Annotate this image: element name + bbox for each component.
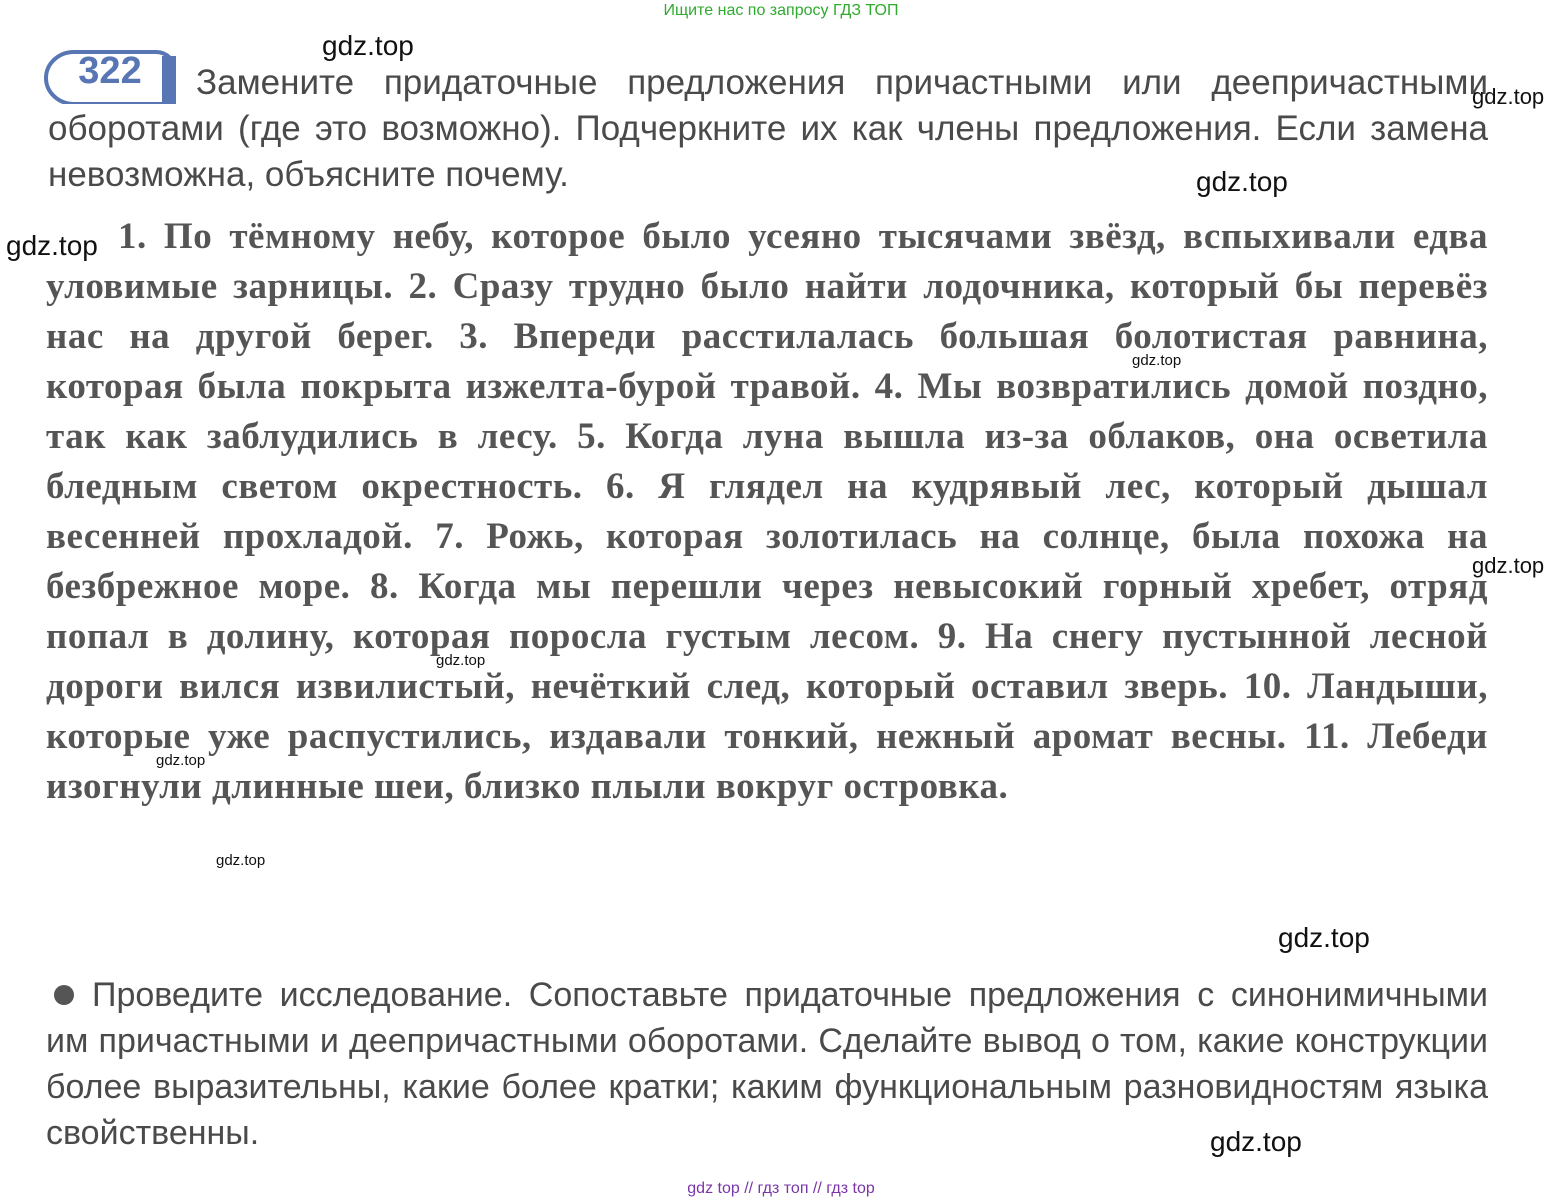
watermark: gdz.top bbox=[1132, 352, 1182, 369]
watermark: gdz.top bbox=[1210, 1126, 1302, 1157]
bullet-icon bbox=[54, 985, 74, 1005]
watermark: gdz.top bbox=[1196, 166, 1288, 197]
watermark: gdz.top bbox=[1472, 553, 1545, 578]
watermark: gdz.top bbox=[6, 230, 98, 261]
research-text: Проведите исследование. Сопоставьте придаточные предложения с синонимичными им причастными и деепричастными оборотами. Сделайте вывод о том, какие конструкции более выразительны, какие более кратки; каким функциональным разновидностям языка свойственны. bbox=[46, 976, 1488, 1152]
task-text: Замените придаточные предложения причастными или деепричастными оборотами (где это возможно). Подчеркните их как члены предложения. Если замена невозможна, объясните почему. bbox=[48, 63, 1488, 194]
watermark: gdz.top bbox=[216, 852, 266, 869]
watermark: gdz.top bbox=[322, 30, 414, 61]
exercise-number: 322 bbox=[78, 50, 142, 92]
watermark: gdz.top bbox=[156, 752, 206, 769]
watermark: gdz.top bbox=[1472, 84, 1545, 109]
footer-links[interactable]: gdz top // гдз топ // гдз top bbox=[687, 1180, 875, 1197]
exercise-sentences: 1. По тёмному небу, которое было усеяно тысячами звёзд, вспыхивали едва уловимые зарницы. 2. Сразу трудно было найти лодочника, который бы перевёз нас на другой берег. 3. Впереди расстилалась большая болотистая равнина, которая была покрыта изжелта-бурой травой. 4. Мы возвратились домой поздно, так как заблудились в лесу. 5. Когда луна вышла из-за облаков, она осветила бледным светом окрестность. 6. Я глядел на кудрявый лес, который дышал весенней прохладой. 7. Рожь, которая золотилась на солнце, была похожа на безбрежное море. 8. Когда мы перешли через невысокий горный хребет, отряд попал в долину, которая поросла густым лесом. 9. На снегу пустынной лесной дороги вился извилистый, нечёткий след, который оставил зверь. 10. Ландыши, которые уже распустились, издавали тонкий, нежный аромат весны. 11. Лебеди изогнули длинные шеи, близко плыли вокруг островка. bbox=[46, 216, 1488, 807]
watermark: gdz.top bbox=[1278, 922, 1370, 953]
watermark: gdz.top bbox=[436, 652, 486, 669]
search-hint[interactable]: Ищите нас по запросу ГДЗ ТОП bbox=[663, 2, 899, 19]
exercise-text bbox=[46, 212, 1488, 812]
